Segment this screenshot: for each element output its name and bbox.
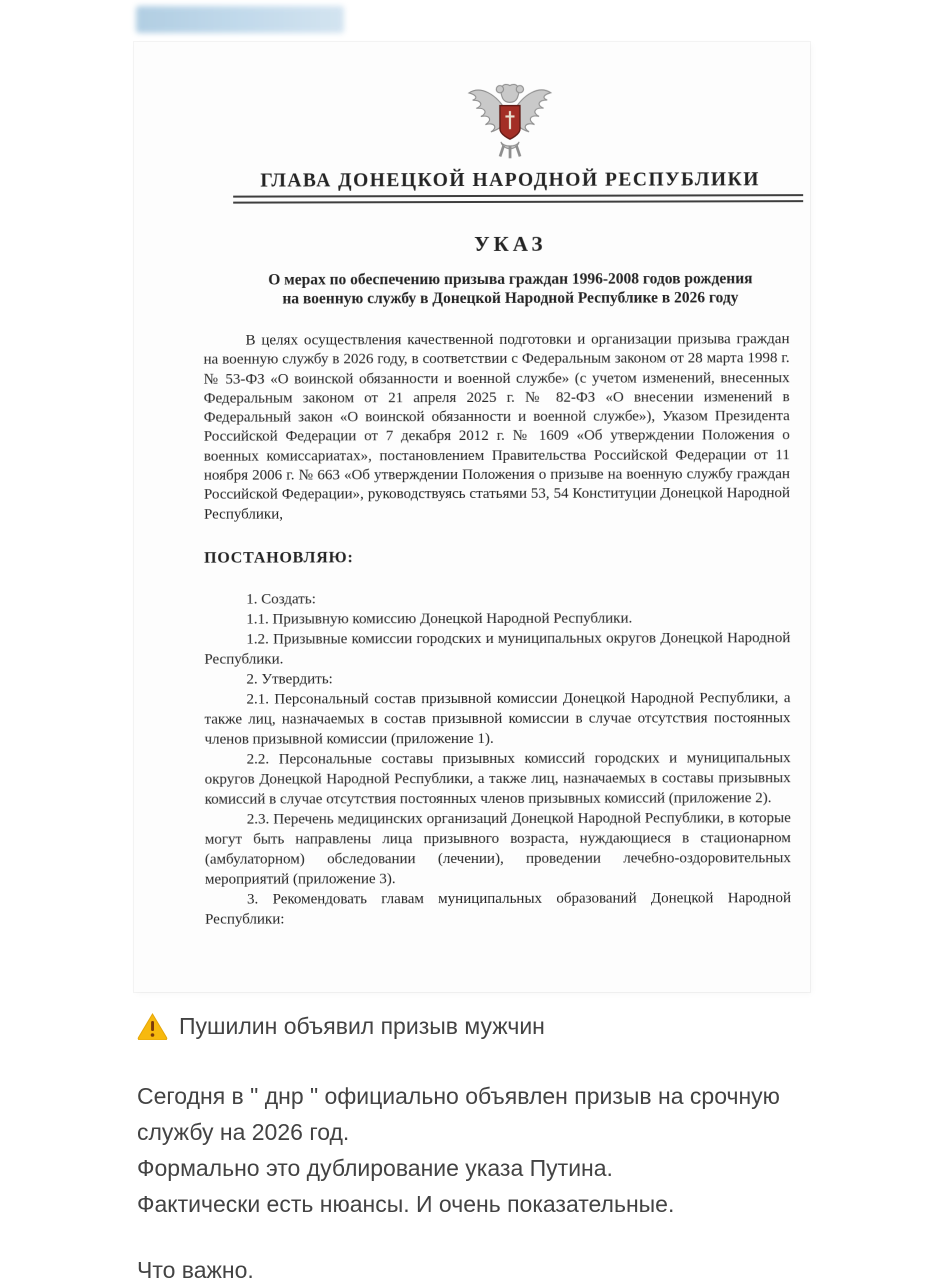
doc-item: 2. Утвердить: (246, 671, 333, 688)
doc-subject (217, 269, 803, 309)
doc-org-title: ГЛАВА ДОНЕЦКОЙ НАРОДНОЙ РЕСПУБЛИКИ (260, 169, 760, 192)
doc-item: 2.3. Перечень медицинских организаций Донецкой Народной Республики, в которые могут быть направлены лица призывного возраста, нуждающиеся в стационарном (амбулаторном) обследовании (лечении), проведении лечебно-оздоровительных мероприятий (приложение 3). (204, 810, 791, 888)
message-lines (137, 1078, 809, 1288)
message-line: Формально это дублирование указа Путина. (137, 1155, 613, 1181)
doc-item: 2.2. Персональные составы призывных комиссий городских и муниципальных округов Донецкой Народной Республики, а также лиц, назначаемых в составы призывных комиссий в случае отсутствия постоянных членов призывных комиссий (приложение 2). (204, 750, 791, 808)
doc-item: 2.1. Персональный состав призывной комиссии Донецкой Народной Республики, а также лиц, назначаемых в состав призывной комиссии в случае отсутствия постоянных членов призывной комиссии (приложение 1). (204, 690, 791, 748)
decree-photo[interactable] (134, 42, 810, 992)
doc-item: 1.1. Призывную комиссию Донецкой Народной Республики. (246, 610, 633, 628)
message-line: Сегодня в " днр " официально объявлен призыв на срочную службу на 2026 год. (137, 1083, 780, 1145)
doc-item: 3. Рекомендовать главам муниципальных образований Донецкой Народной Республики: (205, 890, 792, 928)
message-line: Что важно. (137, 1257, 254, 1283)
message-line (137, 1222, 809, 1252)
doc-item: 1. Создать: (246, 591, 316, 608)
doc-items (204, 588, 791, 930)
doc-type-title: УКАЗ (474, 231, 547, 256)
decree-page (133, 41, 811, 993)
message-line: Фактически есть нюансы. И очень показательные. (137, 1191, 675, 1217)
message-headline-text: Пушилин объявил призыв мужчин (179, 1013, 545, 1039)
doc-preamble: В целях осуществления качественной подготовки и организации призыва граждан на военную службу в 2026 году, в соответствии с Федеральным законом от 28 марта 1998 г. № 53-ФЗ «О воинской обязанности и военной службе» (с учетом изменений, внесенных Федеральным законом от 21 апреля 2025 г. № 82-ФЗ «О внесении изменений в Федеральный закон «О воинской обязанности и военной службе»), Указом Президента Российской Федерации от 7 декабря 2012 г. № 1609 «Об утверждении Положения о военных комиссариатах», постановлением Правительства Российской Федерации от 11 ноября 2006 г. № 663 «Об утверждении Положения о призыве на военную службу граждан Российской Федерации», руководствуясь статьями 53, 54 Конституции Донецкой Народной Республики, (203, 331, 790, 523)
redacted-sender-name (136, 6, 344, 33)
header-rule (233, 194, 803, 203)
doc-resolve-heading: ПОСТАНОВЛЯЮ: (204, 549, 354, 567)
doc-item: 1.2. Призывные комиссии городских и муниципальных округов Донецкой Народной Республики. (204, 630, 791, 668)
message-headline (137, 1008, 809, 1044)
doc-subject-line: О мерах по обеспечению призыва граждан 1996-2008 годов рождения (268, 270, 753, 289)
dnr-emblem-icon (460, 78, 560, 166)
warning-triangle-icon (137, 1012, 168, 1040)
doc-subject-line: на военную службу в Донецкой Народной Республике в 2026 году (282, 289, 739, 308)
message-text-block (137, 1008, 809, 1288)
